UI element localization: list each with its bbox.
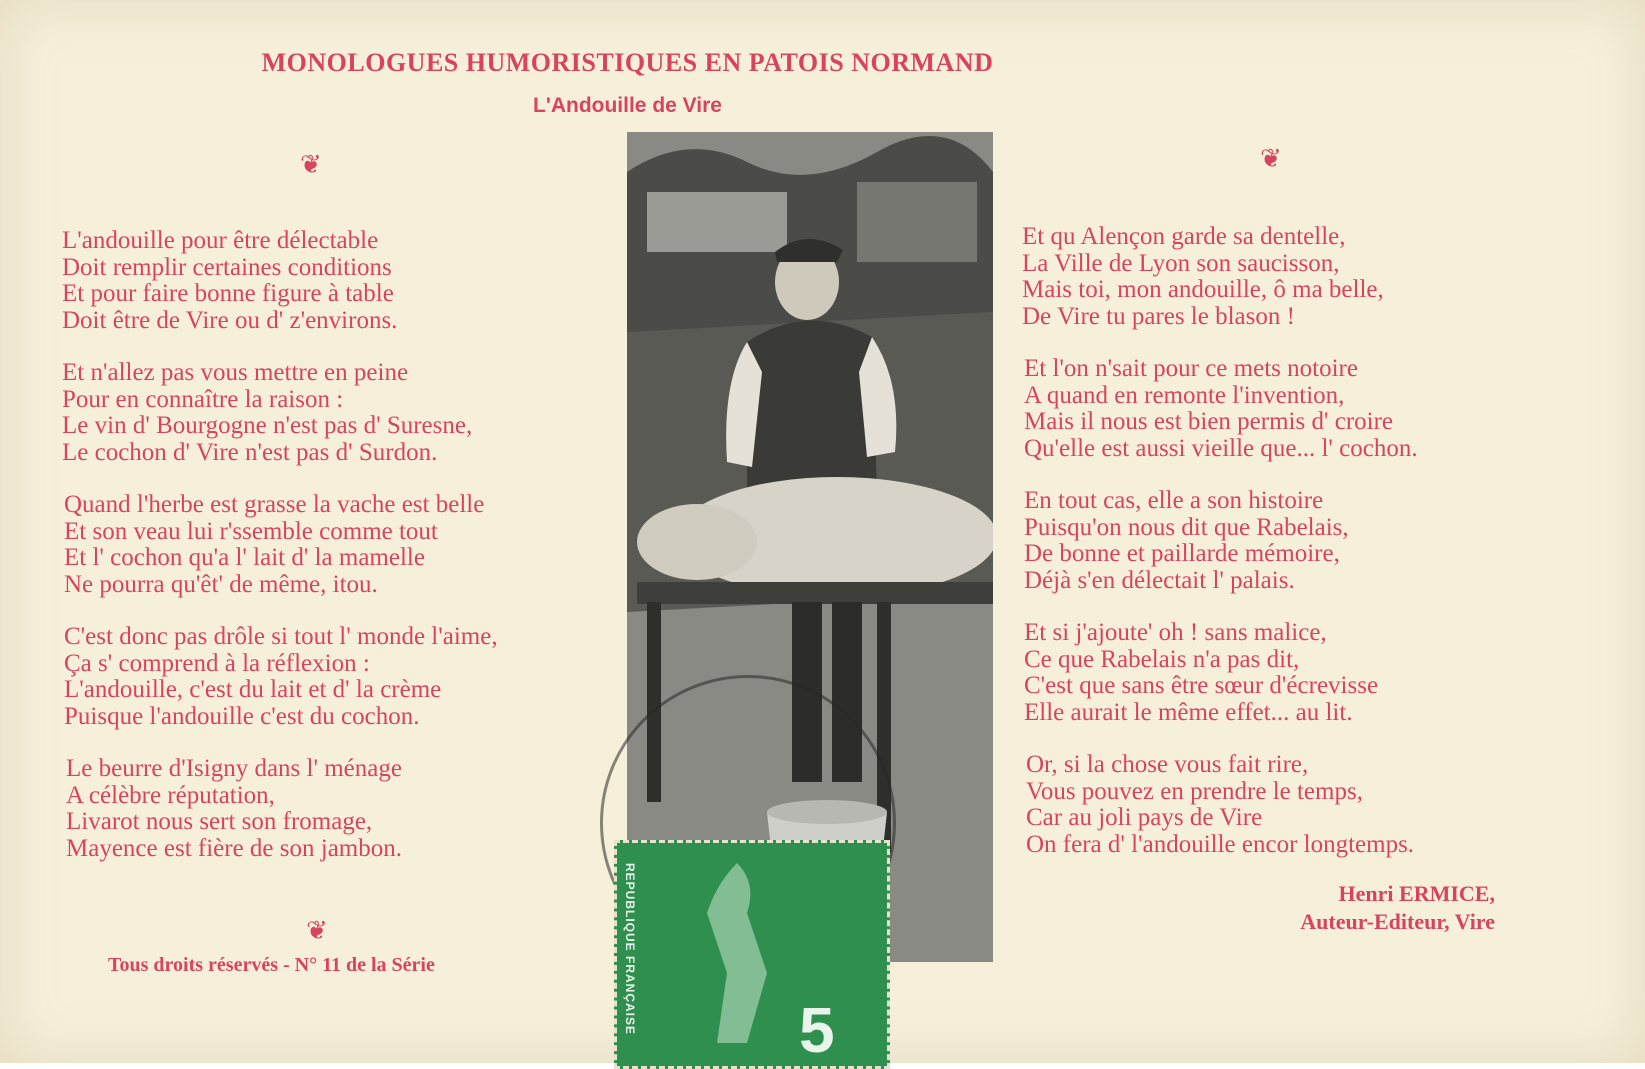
- verse-line: Mais toi, mon andouille, ô ma belle,: [1022, 276, 1384, 303]
- verse-line: Qu'elle est aussi vieille que... l' cochon.: [1024, 434, 1418, 462]
- verse-line: L'andouille pour être délectable: [62, 227, 379, 254]
- ornament-icon: ❦: [300, 150, 322, 180]
- author-role: Auteur-Editeur, Vire: [1300, 909, 1495, 934]
- ornament-icon: ❦: [306, 916, 328, 946]
- verse-line: Puisque l'andouille c'est du cochon.: [64, 702, 420, 730]
- verse-line: A quand en remonte l'invention,: [1024, 381, 1345, 409]
- verse-line: La Ville de Lyon son saucisson,: [1022, 249, 1340, 277]
- verse-line: Vous pouvez en prendre le temps,: [1026, 777, 1363, 805]
- verse-line: Et qu Alençon garde sa dentelle,: [1022, 223, 1346, 250]
- verse-line: Ça s' comprend à la réflexion :: [64, 649, 370, 677]
- right-stanza-3: [1024, 488, 1349, 594]
- right-stanza-2: [1024, 356, 1418, 462]
- verse-line: Pour en connaître la raison :: [62, 385, 344, 413]
- verse-line: Et si j'ajoute' oh ! sans malice,: [1024, 619, 1327, 646]
- verse-line: En tout cas, elle a son histoire: [1024, 487, 1324, 514]
- postage-stamp: [614, 840, 890, 1069]
- stamp-value: 5: [799, 994, 835, 1066]
- sower-icon: [677, 853, 797, 1053]
- verse-line: Mayence est fière de son jambon.: [66, 834, 402, 862]
- postcard-title: MONOLOGUES HUMORISTIQUES EN PATOIS NORMAND: [261, 48, 994, 77]
- left-stanza-4: [64, 624, 498, 730]
- verse-line: Puisqu'on nous dit que Rabelais,: [1024, 513, 1349, 541]
- verse-line: Le beurre d'Isigny dans l' ménage: [66, 755, 402, 782]
- left-stanza-1: [62, 228, 397, 334]
- right-stanza-5: [1026, 752, 1414, 858]
- verse-line: Doit être de Vire ou d' z'environs.: [62, 306, 398, 334]
- verse-line: Et l' cochon qu'a l' lait d' la mamelle: [64, 544, 425, 571]
- verse-line: Elle aurait le même effet... au lit.: [1024, 698, 1353, 726]
- verse-line: Car au joli pays de Vire: [1026, 804, 1263, 831]
- verse-line: Le cochon d' Vire n'est pas d' Surdon.: [62, 438, 438, 466]
- verse-line: De Vire tu pares le blason !: [1022, 302, 1295, 330]
- verse-line: A célèbre réputation,: [66, 781, 275, 809]
- verse-line: De bonne et paillarde mémoire,: [1024, 540, 1340, 567]
- verse-line: Ne pourra qu'êt' de même, itou.: [64, 570, 378, 598]
- verse-line: Livarot nous sert son fromage,: [66, 808, 373, 835]
- verse-line: C'est donc pas drôle si tout l' monde l'aime,: [64, 623, 498, 650]
- left-stanza-2: [62, 360, 472, 466]
- verse-line: Mais il nous est bien permis d' croire: [1024, 408, 1394, 435]
- verse-line: Quand l'herbe est grasse la vache est belle: [64, 491, 485, 518]
- right-stanza-4: [1024, 620, 1378, 726]
- verse-line: Et son veau lui r'ssemble comme tout: [64, 517, 438, 545]
- verse-line: Doit remplir certaines conditions: [62, 253, 392, 281]
- verse-line: On fera d' l'andouille encor longtemps.: [1026, 830, 1415, 858]
- right-stanza-1: [1022, 224, 1384, 330]
- author-signature: [1300, 880, 1495, 936]
- verse-line: L'andouille, c'est du lait et d' la crème: [64, 676, 442, 703]
- ornament-icon: ❦: [1260, 144, 1282, 174]
- left-stanza-3: [64, 492, 484, 598]
- verse-line: Or, si la chose vous fait rire,: [1026, 751, 1309, 778]
- verse-line: Et n'allez pas vous mettre en peine: [62, 359, 409, 386]
- left-stanza-5: [66, 756, 402, 862]
- footer-note: Tous droits réservés - N° 11 de la Série: [108, 954, 435, 976]
- postcard-subtitle: L'Andouille de Vire: [533, 94, 722, 117]
- verse-line: C'est que sans être sœur d'écrevisse: [1024, 672, 1379, 699]
- verse-line: Déjà s'en délectait l' palais.: [1024, 566, 1295, 594]
- verse-line: Ce que Rabelais n'a pas dit,: [1024, 645, 1300, 673]
- verse-line: Le vin d' Bourgogne n'est pas d' Suresne,: [62, 412, 473, 439]
- stamp-country: REPUBLIQUE FRANÇAISE: [623, 863, 637, 1036]
- verse-line: Et l'on n'sait pour ce mets notoire: [1024, 355, 1358, 382]
- author-name: Henri ERMICE,: [1338, 881, 1495, 906]
- verse-line: Et pour faire bonne figure à table: [62, 280, 394, 307]
